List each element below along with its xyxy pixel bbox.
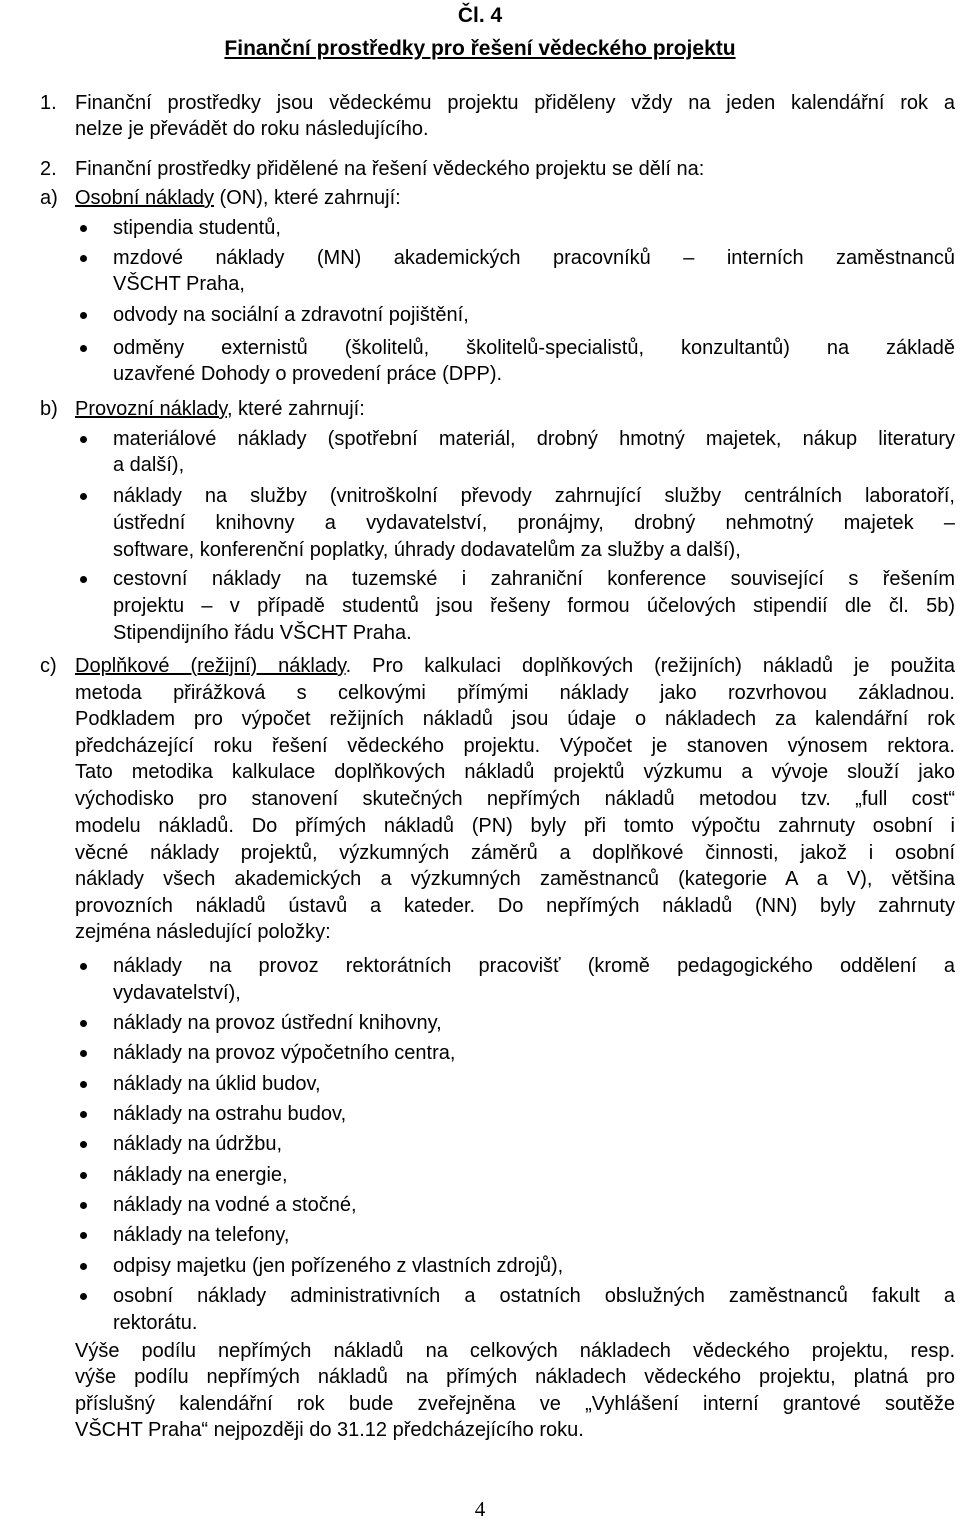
- part-b-heading: Provozní náklady: [75, 398, 227, 420]
- section-1-number: 1.: [40, 92, 57, 114]
- part-c-heading-rest: . Pro kalkulaci doplňkových (režijních) nákladů je použita: [345, 655, 955, 677]
- section-2-text: Finanční prostředky přidělené na řešení vědeckého projektu se dělí na:: [75, 158, 705, 180]
- section-1-line-1: Finanční prostředky jsou vědeckému projektu přiděleny vždy na jeden kalendářní rok a: [75, 92, 955, 114]
- part-c-line-3: předcházející roku řešení vědeckého projektu. Výpočet je stanoven výnosem rektora.: [75, 735, 955, 757]
- part-b-bullet-3-line-1: cestovní náklady na tuzemské i zahraniční konference související s řešením: [113, 568, 955, 590]
- bullet-icon: [80, 1202, 87, 1209]
- part-b-bullet-3-line-3: Stipendijního řádu VŠCHT Praha.: [113, 622, 412, 644]
- part-b-bullet-3-line-2: projektu – v případě studentů jsou řešeny formou účelových stipendií dle čl. 5b): [113, 595, 955, 617]
- part-c-bullet-6: náklady na údržbu,: [113, 1133, 283, 1155]
- part-a-heading-rest: (ON), které zahrnují:: [213, 187, 401, 209]
- part-a-bullet-1: stipendia studentů,: [113, 217, 281, 239]
- part-c-heading-line: [75, 653, 955, 680]
- part-c-bullet-3: náklady na provoz výpočetního centra,: [113, 1042, 456, 1064]
- part-c-bullet-10: odpisy majetku (jen pořízeného z vlastních zdrojů),: [113, 1255, 564, 1277]
- bullet-icon: [80, 1081, 87, 1088]
- bullet-icon: [80, 576, 87, 583]
- section-2-number: 2.: [40, 158, 57, 180]
- part-b-bullet-1-line-2: a další),: [113, 454, 185, 476]
- bullet-icon: [80, 1141, 87, 1148]
- part-c-bullet-7: náklady na energie,: [113, 1164, 288, 1186]
- part-b-label: b): [40, 398, 58, 420]
- part-c-line-9: provozních nákladů ústavů a kateder. Do nepřímých nákladů (NN) byly zahrnuty: [75, 895, 955, 917]
- part-c-heading: Doplňkové (režijní) náklady: [75, 655, 346, 677]
- part-a-heading: Osobní náklady: [75, 187, 214, 209]
- part-c-bullet-5: náklady na ostrahu budov,: [113, 1103, 347, 1125]
- part-c-bullet-1-line-1: náklady na provoz rektorátních pracovišť (kromě pedagogického oddělení a: [113, 955, 955, 977]
- part-c-bullet-11-line-1: osobní náklady administrativních a ostatních obslužných zaměstnanců fakult a: [113, 1285, 955, 1307]
- bullet-icon: [80, 255, 87, 262]
- closing-line-1: Výše podílu nepřímých nákladů na celkových nákladech vědeckého projektu, resp.: [75, 1340, 955, 1362]
- bullet-icon: [80, 312, 87, 319]
- part-c-label: c): [40, 655, 57, 677]
- bullet-icon: [80, 1020, 87, 1027]
- bullet-icon: [80, 1111, 87, 1118]
- closing-line-2: výše podílu nepřímých nákladů na přímých nákladech vědeckého projektu, platná pro: [75, 1366, 955, 1388]
- part-b-bullet-2-line-3: software, konferenční poplatky, úhrady dodavatelům za služby a další),: [113, 539, 741, 561]
- bullet-icon: [80, 493, 87, 500]
- part-c-bullet-1-line-2: vydavatelství),: [113, 982, 241, 1004]
- part-c-line-2: Podkladem pro výpočet režijních nákladů jsou údaje o nákladech za kalendářní rok: [75, 708, 955, 730]
- bullet-icon: [80, 1293, 87, 1300]
- part-b-bullet-1-line-1: materiálové náklady (spotřební materiál, drobný hmotný majetek, nákup literatury: [113, 428, 955, 450]
- part-c-bullet-4: náklady na úklid budov,: [113, 1073, 321, 1095]
- page-number: 4: [474, 1497, 486, 1521]
- part-b-heading-rest: , které zahrnují:: [226, 398, 365, 420]
- part-c-line-1: metoda přirážková s celkovými přímými náklady jako rozvrhovou základnou.: [75, 682, 955, 704]
- part-a-heading-line: [75, 185, 955, 212]
- part-a-label: a): [40, 187, 58, 209]
- bullet-icon: [80, 963, 87, 970]
- part-b-bullet-2-line-1: náklady na služby (vnitroškolní převody zahrnující služby centrálních laboratoří,: [113, 485, 955, 507]
- part-c-line-7: věcné náklady projektů, výzkumných záměrů a doplňkové činnosti, jakož i osobní: [75, 842, 955, 864]
- part-c-bullet-8: náklady na vodné a stočné,: [113, 1194, 357, 1216]
- part-a-bullet-2-line-2: VŠCHT Praha,: [113, 273, 245, 295]
- part-a-bullet-2-line-1: mzdové náklady (MN) akademických pracovníků – interních zaměstnanců: [113, 247, 955, 269]
- part-c-bullet-11-line-2: rektorátu.: [113, 1312, 198, 1334]
- closing-line-3: příslušný kalendářní rok bude zveřejněna ve „Vyhlášení interní grantové soutěže: [75, 1393, 955, 1415]
- part-a-bullet-4-line-2: uzavřené Dohody o provedení práce (DPP).: [113, 363, 503, 385]
- bullet-icon: [80, 345, 87, 352]
- part-c-line-10: zejména následující položky:: [75, 921, 331, 943]
- bullet-icon: [80, 1232, 87, 1239]
- section-1-line-2: nelze je převádět do roku následujícího.: [75, 118, 429, 140]
- part-b-bullet-2-line-2: ústřední knihovny a vydavatelství, pronájmy, drobný nehmotný majetek –: [113, 512, 955, 534]
- bullet-icon: [80, 225, 87, 232]
- bullet-icon: [80, 1263, 87, 1270]
- part-a-bullet-3: odvody na sociální a zdravotní pojištění,: [113, 304, 469, 326]
- bullet-icon: [80, 436, 87, 443]
- bullet-icon: [80, 1172, 87, 1179]
- bullet-icon: [80, 1050, 87, 1057]
- article-title: Finanční prostředky pro řešení vědeckého projektu: [224, 37, 736, 60]
- part-a-bullet-4-line-1: odměny externistů (školitelů, školitelů-specialistů, konzultantů) na základě: [113, 337, 955, 359]
- part-c-bullet-9: náklady na telefony,: [113, 1224, 290, 1246]
- article-number: Čl. 4: [457, 4, 503, 27]
- part-b-heading-line: [75, 396, 955, 423]
- closing-line-4: VŠCHT Praha“ nejpozději do 31.12 předcházejícího roku.: [75, 1419, 584, 1441]
- part-c-line-6: modelu nákladů. Do přímých nákladů (PN) byly při tomto výpočtu zahrnuty osobní i: [75, 815, 955, 837]
- part-c-bullet-2: náklady na provoz ústřední knihovny,: [113, 1012, 442, 1034]
- part-c-line-4: Tato metodika kalkulace doplňkových nákladů projektů výzkumu a vývoje slouží jako: [75, 761, 955, 783]
- part-c-line-5: východisko pro stanovení skutečných nepřímých nákladů metodou tzv. „full cost“: [75, 788, 955, 810]
- part-c-line-8: náklady všech akademických a výzkumných zaměstnanců (kategorie A a V), většina: [75, 868, 955, 890]
